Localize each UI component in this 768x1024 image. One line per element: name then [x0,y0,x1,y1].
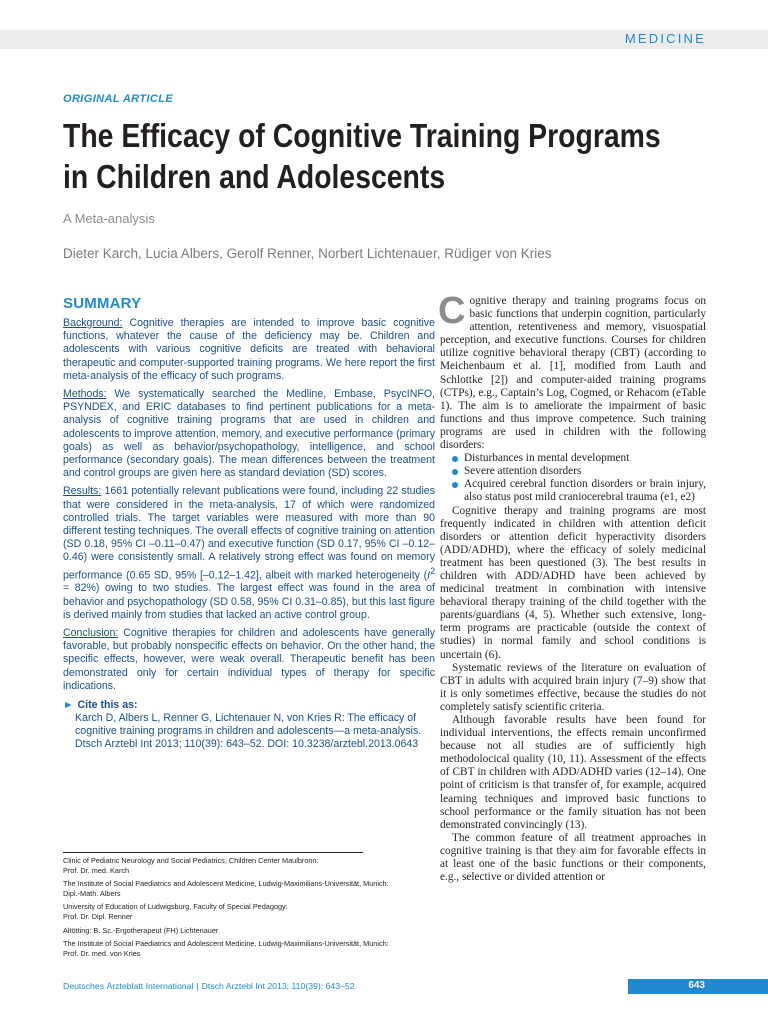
article-title [63,115,661,197]
cite-heading [63,699,435,711]
citation-text: Karch D, Albers L, Renner G, Lichtenauer N, von Kries R: The efficacy of cognitive training programs in children and adolescents—a meta-analysis. Dtsch Arztebl Int 2013; 110(39): 643–52. DOI: 10.3238/arztebl.2013.0643 [75,712,422,751]
summary-column [63,295,435,752]
summary-background [63,317,435,383]
body-paragraph-3: Systematic reviews of the literature on evaluation of CBT in adults with acquired brain injury (7–9) show that it is only sometimes effective, because the studies do not completely satisfy scientific criteria. [440,661,706,713]
list-item: Severe attention disorders [454,465,706,478]
article-subtitle: A Meta-analysis [63,211,155,226]
body-paragraph-4: Although favorable results have been found for individual interventions, the effects remain unconfirmed because not all studies are of sufficiently high methodolocical quality (10, 11). Assessment of the effects of CBT in children with ADD/ADHD varies (12–14). One point of criticism is that transfer of, for example, acquired learning techniques and improved basic functions to school performance or the family situation has not been demonstrated convincingly (13). [440,714,706,831]
bullet-icon [452,469,458,475]
summary-conclusion [63,627,435,693]
background-label: Background: [63,317,123,329]
affiliation-item: Altötting: B. Sc.-Ergotherapeut (FH) Lichtenauer [63,925,219,935]
results-text-b: = 82%) owing to two studies. The largest effect was found in the area of behavior and psychopathology (SD 0.58, 95% CI 0.31–0.85), but this last figure is derived mainly from studies that lacked an active control group. [63,582,435,621]
footer-separator: | [196,981,199,991]
cite-heading-label: Cite this as: [77,699,138,712]
body-paragraph-5: The common feature of all treatment approaches in cognitive training is that they aim for favorable effects in at least one of the basic functions or their components, e.g., selective or divided attention or [440,831,706,884]
background-text: Cognitive therapies are intended to improve basic cognitive functions, whatever the cause of the deficiency may be. Children and adolescents with various cognitive deficits are treated with behavioral therapeutic and computer-supported training programs. We here report the first meta-analysis of the efficacy of such programs. [63,317,435,382]
bullet-icon [452,456,458,462]
results-text-a: 1661 potentially relevant publications were found, including 22 studies that were considered in the meta-analysis, 17 of which were randomized controlled trials. The target variables were measured with more than 90 different testing techniques. The overall effects of cognitive training on attention (SD 0.18, 95% CI –0.11–0.47) and executive function (SD 0.17, 95% CI –0.12–0.46) were consistently small. A relatively strong effect was found on memory performance (0.65 SD, 95% [–0.12–1.42], albeit with marked heterogeneity ( [63,485,435,582]
body-paragraph-1: Cognitive therapy and training programs focus on basic functions that underpin cognition, particularly attention, retentiveness and memory, visuospatial perception, and executive functions. Courses for children utilize cognitive behavioral therapy (CBT) (according to Meichenbaum et al. [1], modified from Lauth and Schlottke [2]) and computer-aided training programs (CTPs), e.g., Captain’s Log, Cogmed, or Rehacom (eTable 1). The aim is to ameliorate the impairment of basic functions and thus improve competence. Such training programs are used in children with the following disorders: [438,290,706,452]
summary-results [63,485,435,622]
methods-text: We systematically searched the Medline, Embase, PsycINFO, PSYNDEX, and ERIC databases to find pertinent publications for a meta-analysis of cognitive training programs that are used in children and adolescents to improve attention, memory, and executive performance (primary goals) as well as behavior/psychopathology, intelligence, and school performance (secondary goals). The mean differences between the treatment and control groups are given here as standard deviation (SD) scores. [63,388,435,480]
body-paragraph-2: Cognitive therapy and training programs are most frequently indicated in children with attention deficit disorders or attention deficit hyperactivity disorders (ADD/ADHD), where the efficacy of solely medicinal treatment has been questioned (3). The best results in children with ADD/ADHD have been achieved by medicinal treatment in combination with intensive behavioral therapy training of the child together with the parents/guardians (4, 5). Whether such extensive, long-term programs are practicable (outside the context of studies) in normal family and school conditions is uncertain (6). [440,504,706,661]
summary-methods [63,388,435,480]
section-label: MEDICINE [624,31,706,46]
drop-cap: C [438,290,466,332]
methods-label: Methods: [63,388,107,401]
title-line-1: The Efficacy of Cognitive Training Programs [63,117,661,154]
affiliation-divider [63,852,363,853]
affiliation-item: University of Education of Ludwigsburg, Faculty of Special Pedagogy: Prof. Dr. Dipl. Renner [63,902,288,921]
bullet-icon [452,482,458,488]
author-list: Dieter Karch, Lucia Albers, Gerolf Renner, Norbert Lichtenauer, Rüdiger von Kries [63,246,552,261]
results-i2: I [427,569,431,582]
journal-name: Deutsches Ärzteblatt International [63,981,194,991]
affiliations [63,856,423,962]
results-label: Results: [63,485,102,498]
results-i2-sup: 2 [430,565,435,576]
title-line-2: in Children and Adolescents [63,158,446,195]
page-footer [63,981,355,991]
conclusion-text: Cognitive therapies for children and adolescents have generally favorable, but probably nonspecific effects on behavior. On the other hand, the specific effects, however, were weak overall. Therapeutic benefit has been demonstrated only for certain individual types of therapy for specific indications. [63,627,435,692]
arrow-right-icon: ► [63,699,74,712]
page-number: 643 [688,980,705,991]
journal-citation: Dtsch Arztebl Int 2013; 110(39): 643–52 [201,981,355,991]
affiliation-item: The Institute of Social Paediatrics and Adolescent Medicine, Ludwig-Maximilians-Universität, Munich: Dipl.-Math. Albers [63,879,389,898]
article-type: ORIGINAL ARTICLE [63,93,174,105]
disorder-list [440,452,706,504]
affiliation-item: Clinic of Pediatric Neurology and Social Pediatrics, Children Center Maulbronn: Prof. Dr. med. Karch [63,856,319,875]
body-column [438,290,706,884]
conclusion-label: Conclusion: [63,627,119,639]
list-item: Disturbances in mental development [454,452,706,465]
summary-heading: SUMMARY [63,295,142,312]
list-item: Acquired cerebral function disorders or brain injury, also status post mild craniocerebral trauma (e1, e2) [454,478,706,504]
affiliation-item: The Institute of Social Paediatrics and Adolescent Medicine, Ludwig-Maximilians-Universität, Munich: Prof. Dr. med. von Kries [63,939,389,958]
